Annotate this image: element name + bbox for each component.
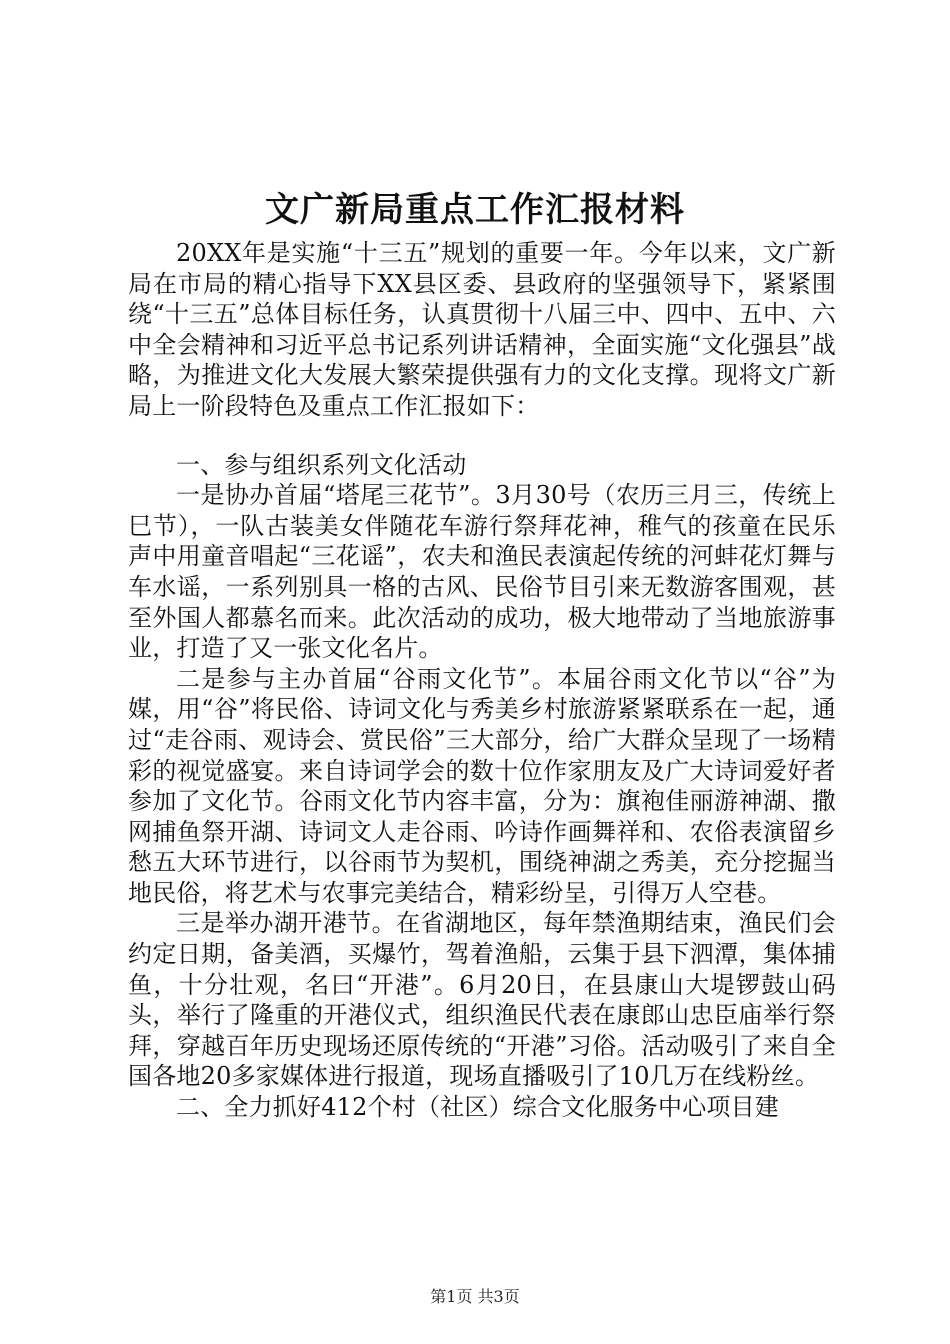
intro-paragraph: 20XX年是实施“十三五”规划的重要一年。今年以来，文广新局在市局的精心指导下XX县区委、县政府的坚强领导下，紧紧围绕“十三五”总体目标任务，认真贯彻十八届三中、四中、五中、六中全会精神和习近平总书记系列讲话精神，全面实施“文化强县”战略，为推进文化大发展大繁荣提供强有力的文化支撑。现将文广新局上一阶段特色及重点工作汇报如下： bbox=[128, 239, 836, 420]
document-title: 文广新局重点工作汇报材料 bbox=[265, 190, 685, 230]
paragraph-sanhua-festival: 一是协办首届“塔尾三花节”。3月30号（农历三月三，传统上巳节），一队古装美女伴随花车游行祭拜花神，稚气的孩童在民乐声中用童音唱起“三花谣”，农夫和渔民表演起传统的河蚌花灯舞与车水谣，一系列别具一格的古风、民俗节目引来无数游客围观，甚至外国人都慕名而来。此次活动的成功，极大地带动了当地旅游事业，打造了又一张文化名片。 bbox=[128, 481, 836, 663]
paragraph-guyu-festival: 二是参与主办首届“谷雨文化节”。本届谷雨文化节以“谷”为媒，用“谷”将民俗、诗词文化与秀美乡村旅游紧紧联系在一起，通过“走谷雨、观诗会、赏民俗”三大部分，给广大群众呈现了一场精彩的视觉盛宴。来自诗词学会的数十位作家朋友及广大诗词爱好者参加了文化节。谷雨文化节内容丰富，分为：旗袍佳丽游神湖、撒网捕鱼祭开湖、诗词文人走谷雨、吟诗作画舞祥和、农俗表演留乡愁五大环节进行，以谷雨节为契机，围绕神湖之秀美，充分挖掘当地民俗，将艺术与农事完美结合，精彩纷呈，引得万人空巷。 bbox=[128, 664, 836, 907]
document-body bbox=[128, 238, 836, 1123]
section-heading-2: 二、全力抓好412个村（社区）综合文化服务中心项目建 bbox=[176, 1093, 780, 1122]
section-heading-1: 一、参与组织系列文化活动 bbox=[176, 450, 467, 479]
page-footer: 第1页 共3页 bbox=[430, 1287, 520, 1306]
paragraph-kaigang-festival: 三是举办湖开港节。在省湖地区，每年禁渔期结束，渔民们会约定日期，备美酒，买爆竹，驾着渔船，云集于县下泗潭，集体捕鱼，十分壮观，名曰“开港”。6月20日，在县康山大堤锣鼓山码头，举行了隆重的开港仪式，组织渔民代表在康郎山忠臣庙举行祭拜，穿越百年历史现场还原传统的“开港”习俗。活动吸引了来自全国各地20多家媒体进行报道，现场直播吸引了10几万在线粉丝。 bbox=[128, 909, 836, 1091]
